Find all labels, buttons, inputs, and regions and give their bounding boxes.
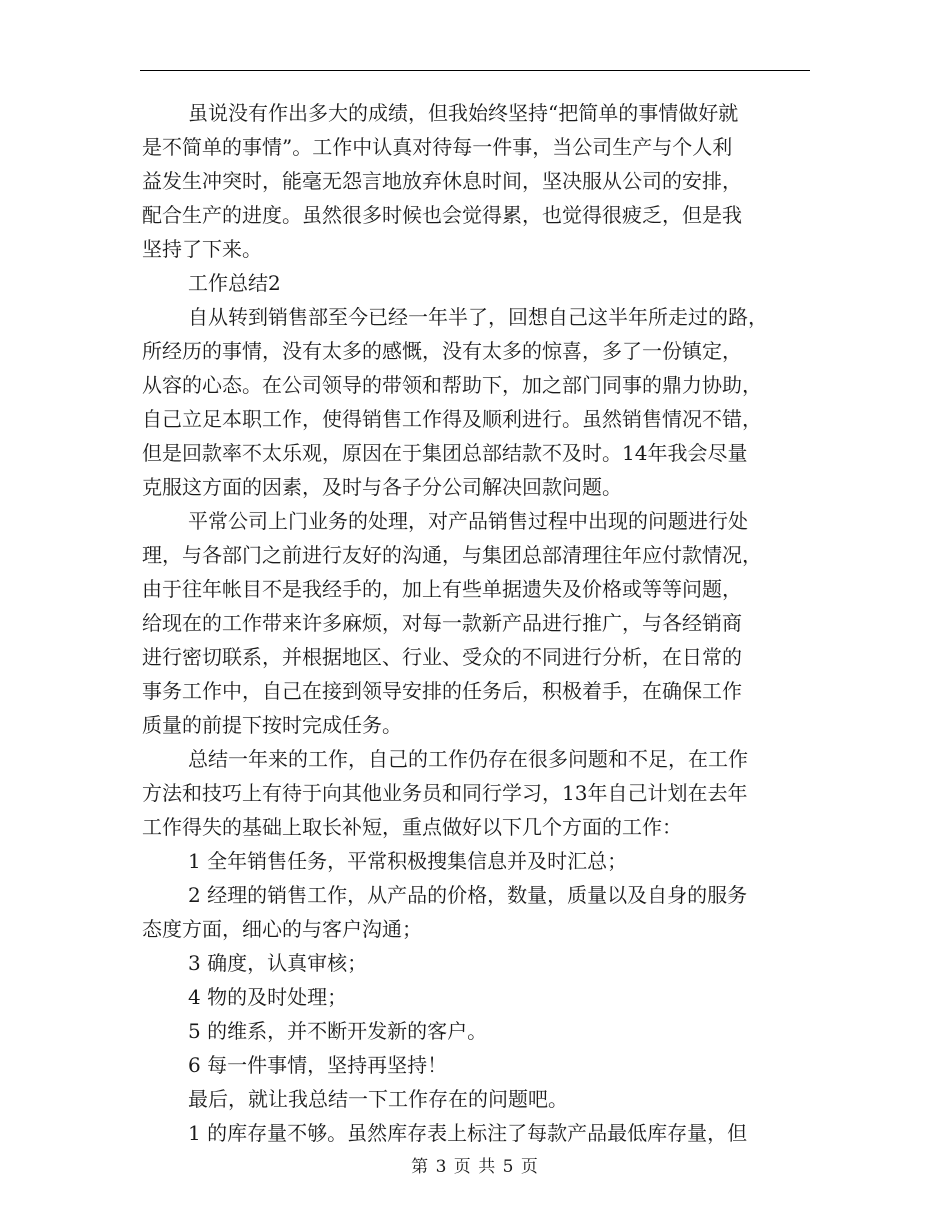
section-heading: 工作总结2 (188, 271, 281, 295)
text-line: 理，与各部门之前进行友好的沟通，与集团总部清理往年应付款情况， (142, 543, 762, 567)
list-item: 1 的库存量不够。虽然库存表上标注了每款产品最低库存量，但 (188, 1121, 748, 1145)
text-line: 但是回款率不太乐观，原因在于集团总部结款不及时。14年我会尽量 (142, 441, 748, 465)
page-footer: 第 3 页 共 5 页 (411, 1157, 539, 1177)
text-line: 自从转到销售部至今已经一年半了，回想自己这半年所走过的路， (188, 305, 768, 329)
text-line: 从容的心态。在公司领导的带领和帮助下，加之部门同事的鼎力协助， (142, 373, 762, 397)
header-rule (140, 70, 810, 71)
text-line: 工作得失的基础上取长补短，重点做好以下几个方面的工作： (142, 815, 682, 839)
text-line: 总结一年来的工作，自己的工作仍存在很多问题和不足，在工作 (188, 747, 748, 771)
text-line: 进行密切联系，并根据地区、行业、受众的不同进行分析，在日常的 (142, 645, 742, 669)
text-line: 平常公司上门业务的处理，对产品销售过程中出现的问题进行处 (188, 509, 748, 533)
text-line: 给现在的工作带来许多麻烦，对每一款新产品进行推广，与各经销商 (142, 611, 742, 635)
list-item: 2 经理的销售工作，从产品的价格，数量，质量以及自身的服务 (188, 883, 748, 907)
list-item: 3 确度，认真审核； (188, 951, 368, 975)
text-line: 坚持了下来。 (142, 237, 262, 261)
text-line: 质量的前提下按时完成任务。 (142, 713, 402, 737)
text-line: 益发生冲突时，能毫无怨言地放弃休息时间，坚决服从公司的安排， (142, 169, 742, 193)
text-line: 事务工作中，自己在接到领导安排的任务后，积极着手，在确保工作 (142, 679, 742, 703)
text-line: 所经历的事情，没有太多的感慨，没有太多的惊喜，多了一份镇定， (142, 339, 742, 363)
text-line: 方法和技巧上有待于向其他业务员和同行学习，13年自己计划在去年 (142, 781, 748, 805)
text-line: 虽说没有作出多大的成绩，但我始终坚持“把简单的事情做好就 (188, 101, 739, 125)
text-line: 由于往年帐目不是我经手的，加上有些单据遗失及价格或等等问题， (142, 577, 742, 601)
text-line: 配合生产的进度。虽然很多时候也会觉得累，也觉得很疲乏，但是我 (142, 203, 742, 227)
text-line: 自己立足本职工作，使得销售工作得及顺利进行。虽然销售情况不错， (142, 407, 762, 431)
list-item: 1 全年销售任务，平常积极搜集信息并及时汇总； (188, 849, 628, 873)
list-item: 4 物的及时处理； (188, 985, 348, 1009)
text-line: 最后，就让我总结一下工作存在的问题吧。 (188, 1087, 568, 1111)
text-line: 克服这方面的因素，及时与各子分公司解决回款问题。 (142, 475, 622, 499)
text-line: 态度方面，细心的与客户沟通； (142, 917, 422, 941)
text-line: 是不简单的事情”。工作中认真对待每一件事，当公司生产与个人利 (142, 135, 733, 159)
list-item: 5 的维系，并不断开发新的客户。 (188, 1019, 488, 1043)
document-body (142, 96, 812, 1150)
list-item: 6 每一件事情，坚持再坚持！ (188, 1053, 448, 1077)
